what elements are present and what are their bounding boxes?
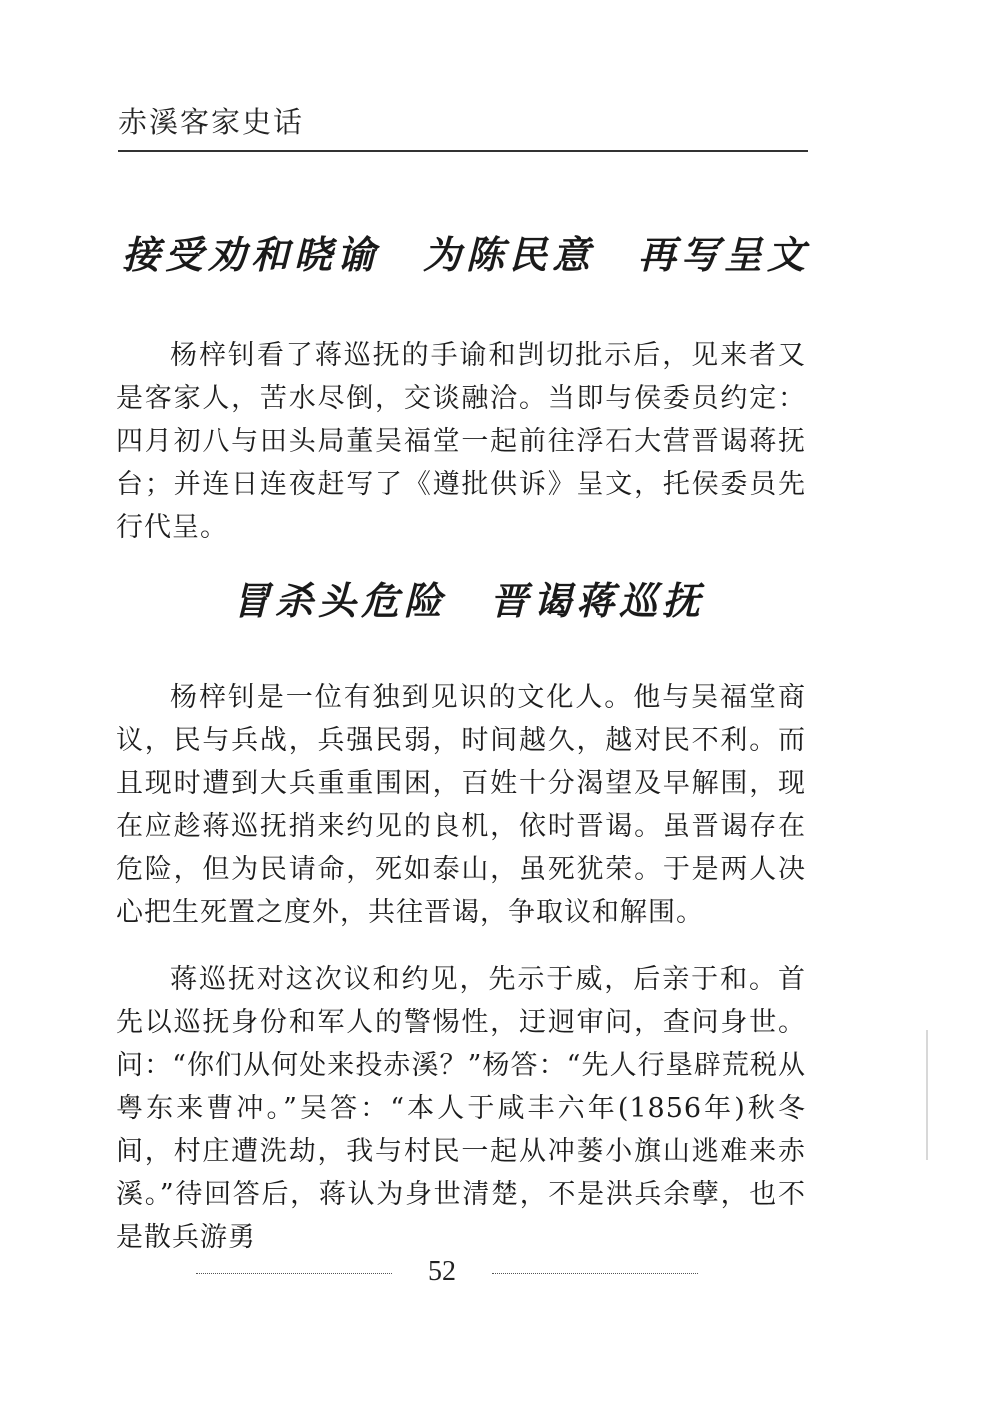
section-heading-2: 冒杀头危险 晋谒蒋巡抚 [232, 579, 706, 623]
footer-rule-left [196, 1273, 392, 1274]
running-head: 赤溪客家史话 [118, 105, 305, 139]
section-heading-1: 接受劝和晓谕 为陈民意 再写呈文 [122, 233, 811, 277]
paragraph-3: 蒋巡抚对这次议和约见，先示于威，后亲于和。首先以巡抚身份和军人的警惕性，迂迥审问，查问身世。问：“你们从何处来投赤溪？”杨答：“先人行垦辟荒税从粤东来曹冲。”吴答：“本人于咸丰六年(1856年)秋冬间，村庄遭洗劫，我与村民一起从冲蒌小旗山逃难来赤溪。”待回答后，蒋认为身世清楚，不是洪兵余孽，也不是散兵游勇 [116, 964, 806, 1253]
footer-rule-right [492, 1273, 698, 1274]
scan-edge-mark [926, 1030, 928, 1160]
paragraph-2: 杨梓钊是一位有独到见识的文化人。他与吴福堂商议，民与兵战，兵强民弱，时间越久，越对民不利。而且现时遭到大兵重重围困，百姓十分渴望及早解围，现在应趁蒋巡抚捎来约见的良机，依时晋谒。虽晋谒存在危险，但为民请命，死如泰山，虽死犹荣。于是两人决心把生死置之度外，共往晋谒，争取议和解围。 [116, 682, 806, 928]
paragraph-1: 杨梓钊看了蒋巡抚的手谕和剀切批示后，见来者又是客家人，苦水尽倒，交谈融洽。当即与侯委员约定：四月初八与田头局董吴福堂一起前往浮石大营晋谒蒋抚台；并连日连夜赶写了《遵批供诉》呈文，托侯委员先行代呈。 [116, 340, 806, 543]
page-number: 52 [428, 1256, 456, 1287]
header-rule [118, 150, 808, 152]
